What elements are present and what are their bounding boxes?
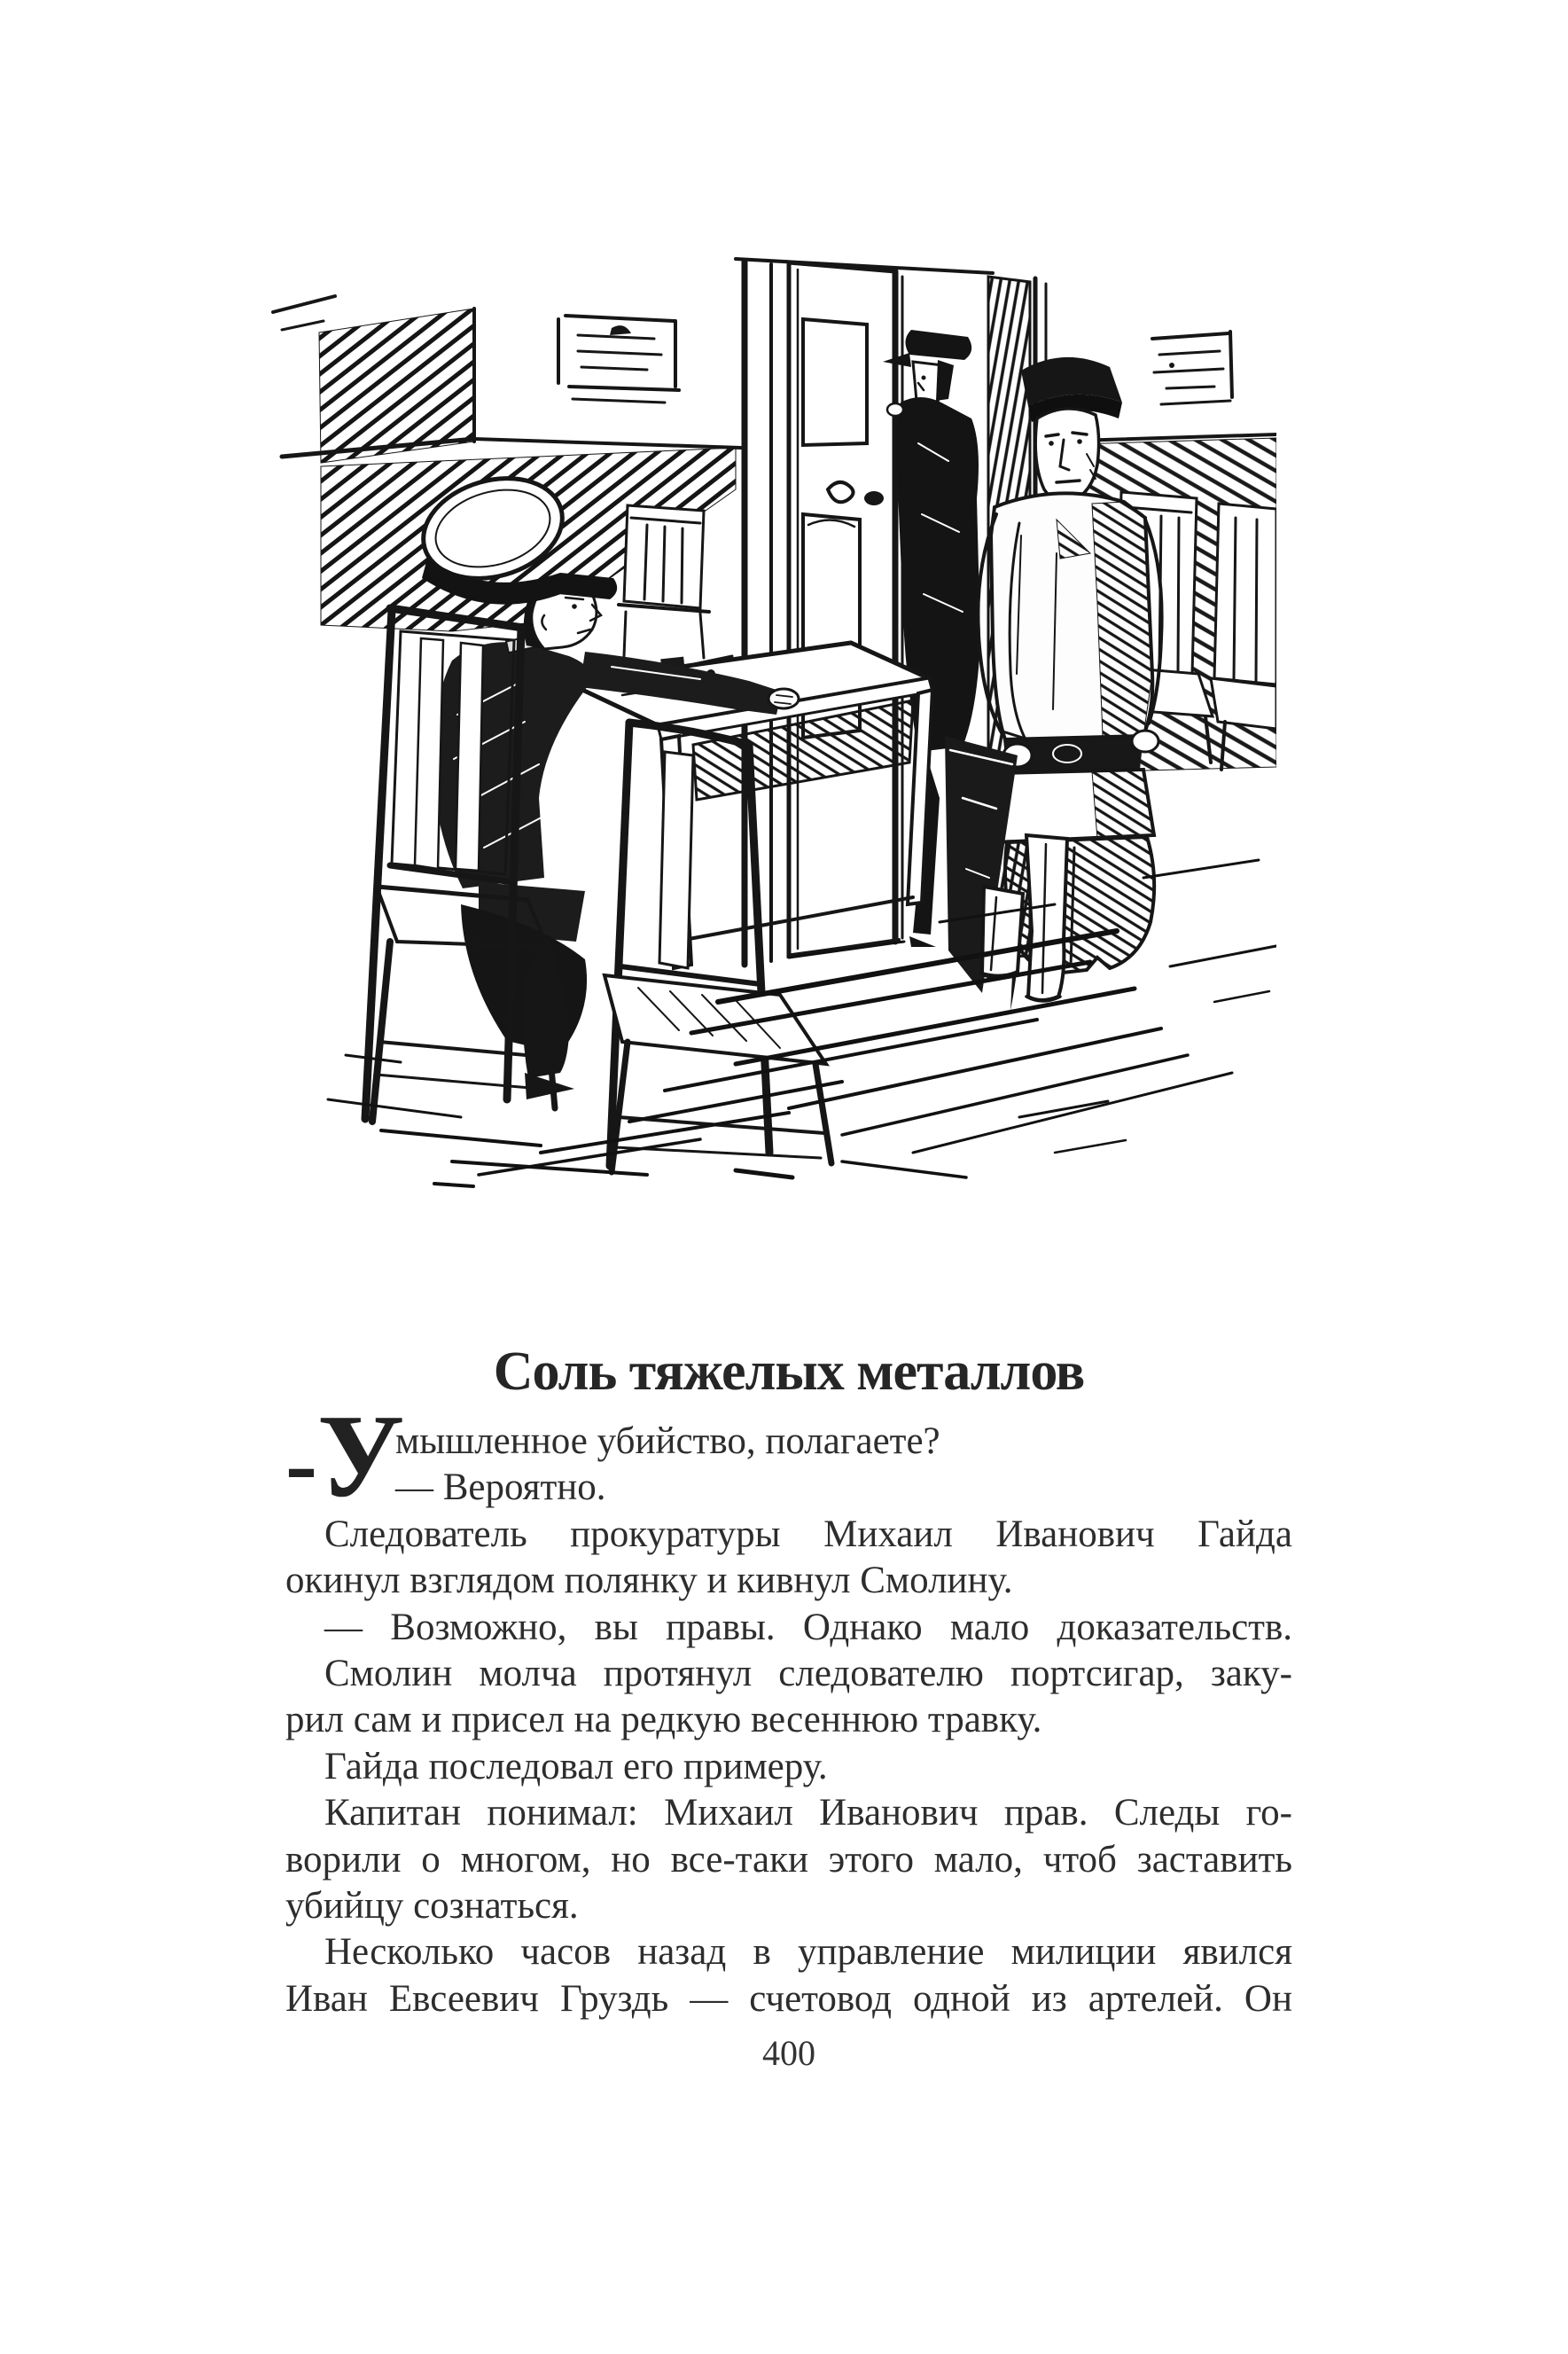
body-line: Гайда последовал его примеру. xyxy=(324,1745,828,1787)
opening-paragraph xyxy=(285,1390,1292,1521)
body-line: Смолин молча протянул следователю портсигар, заку- xyxy=(324,1653,1292,1695)
body-line: — Возможно, вы правы. Однако мало доказательств. xyxy=(324,1606,1292,1648)
wall-frame-right xyxy=(1152,332,1232,404)
body-line: Несколько часов назад в управление милиции явился xyxy=(324,1931,1292,1974)
page-number: 400 xyxy=(762,2033,815,2073)
chapter-title: Соль тяжелых металлов xyxy=(493,1341,1085,1402)
body-line: Капитан понимал: Михаил Иванович прав. Следы го- xyxy=(324,1792,1292,1834)
drop-cap xyxy=(285,1390,403,1521)
body-text xyxy=(285,1390,1292,2022)
body-line: мышленное убийство, полагаете? xyxy=(395,1420,940,1462)
wall-frame-left xyxy=(558,316,679,403)
body-line: окинул взглядом полянку и кивнул Смолину. xyxy=(285,1560,1013,1602)
body-line: Следователь прокуратуры Михаил Иванович Гайда xyxy=(324,1513,1292,1555)
body-line: рил сам и присел на редкую весеннюю травку. xyxy=(285,1699,1042,1741)
background-chair xyxy=(619,505,709,658)
drop-cap-dash: - xyxy=(285,1412,317,1517)
body-line: Иван Евсеевич Груздь — счетовод одной из артелей. Он xyxy=(285,1977,1292,2020)
body-line: ворили о многом, но все-таки этого мало, чтоб заставить xyxy=(285,1838,1292,1881)
body-line: убийцу сознаться. xyxy=(285,1885,579,1928)
body-line: — Вероятно. xyxy=(395,1466,606,1509)
illustration-police-office-scene xyxy=(168,177,1276,1188)
drop-cap-letter: У xyxy=(316,1390,403,1521)
